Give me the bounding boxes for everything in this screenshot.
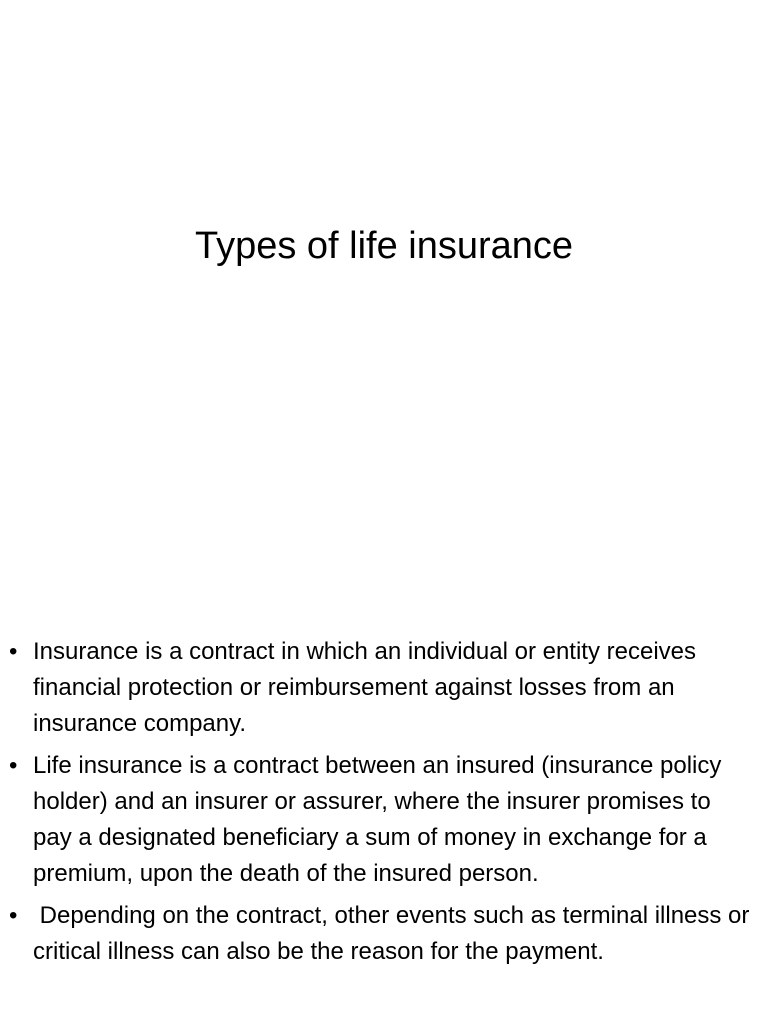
bullet-icon: • <box>9 638 18 665</box>
bullet-list <box>0 634 768 976</box>
bullet-item <box>0 748 768 892</box>
bullet-text: Insurance is a contract in which an individual or entity receives financial protection or reimbursement against losses from an insurance company. <box>33 638 703 737</box>
bullet-item <box>0 898 768 970</box>
bullet-text: Depending on the contract, other events such as terminal illness or critical illness can also be the reason for the payment. <box>33 902 757 965</box>
slide-title: Types of life insurance <box>194 225 574 267</box>
bullet-text: Life insurance is a contract between an insured (insurance policy holder) and an insurer or assurer, where the insurer promises to pay a designated beneficiary a sum of money in exchange for a premium, upon the death of the insured person. <box>33 752 729 887</box>
bullet-item <box>0 634 768 742</box>
bullet-icon: • <box>9 902 18 929</box>
bullet-icon: • <box>9 752 18 779</box>
